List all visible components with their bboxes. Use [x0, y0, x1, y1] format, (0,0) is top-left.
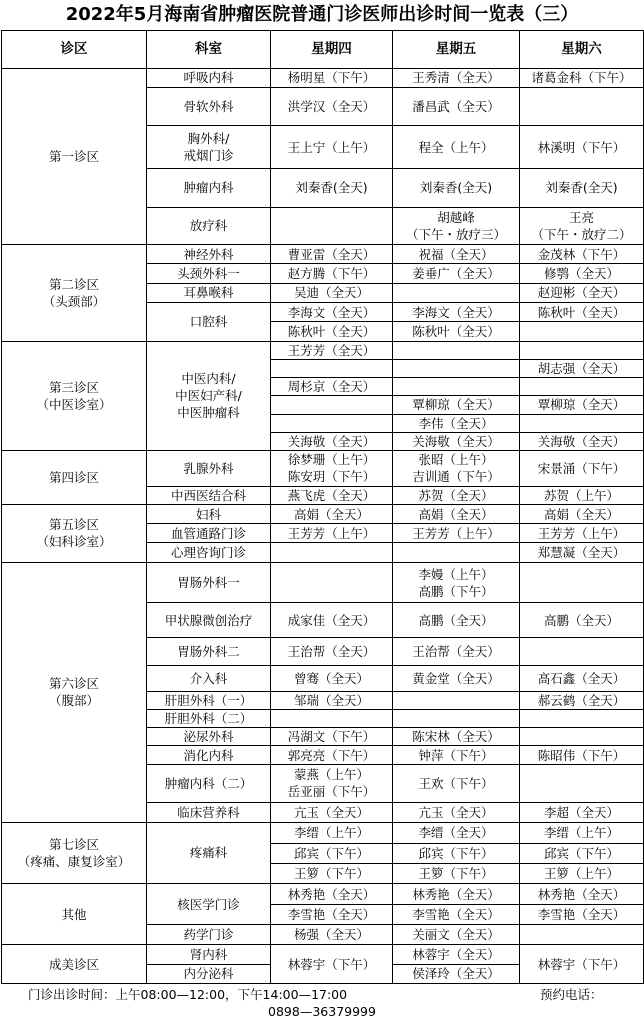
- table-row: [2, 562, 644, 603]
- dept-cell: 消化内科: [147, 746, 271, 764]
- dept-line: 中医肿瘤科: [177, 405, 240, 421]
- clinic-hours: 门诊出诊时间：上午08:00—12:00，下午14:00—17:00: [28, 987, 348, 1002]
- thu-cell: 林秀艳（全天）: [271, 884, 393, 904]
- doctor-line: 张昭（上午）: [418, 452, 494, 468]
- thu-cell: 李缙（上午）: [271, 822, 393, 843]
- fri-cell: [393, 207, 520, 245]
- fri-cell: 高鹏（全天）: [393, 603, 520, 638]
- thu-cell: 陈秋叶（全天）: [271, 322, 393, 341]
- sat-cell: [520, 207, 644, 245]
- sat-cell: [520, 764, 644, 803]
- thu-cell: [271, 414, 393, 432]
- thu-cell: 王芳芳（上午）: [271, 524, 393, 543]
- zone-cell: [2, 504, 147, 562]
- fri-cell: [393, 543, 520, 562]
- thu-cell: 燕飞虎（全天）: [271, 486, 393, 504]
- doctor-line: 蒙燕（上午）: [293, 767, 369, 783]
- thu-cell: 邱宾（下午）: [271, 843, 393, 863]
- zone-sublabel: （腹部）: [48, 693, 99, 709]
- header-fri: 星期五: [393, 31, 520, 69]
- zone-cell: [2, 945, 147, 984]
- zone-label: 第七诊区: [48, 836, 99, 852]
- fri-cell: 王欢（下午）: [393, 764, 520, 803]
- zone-label: 第五诊区: [48, 517, 99, 533]
- sat-cell: [520, 87, 644, 126]
- dept-cell: 核医学门诊: [147, 884, 271, 925]
- dept-cell: 放疗科: [147, 207, 271, 245]
- page-title: 2022年5月海南省肿瘤医院普通门诊医师出诊时间一览表（三）: [65, 4, 579, 25]
- dept-cell: 胃肠外科一: [147, 562, 271, 603]
- thu-cell: [271, 709, 393, 727]
- dept-cell: 介入科: [147, 666, 271, 691]
- thu-cell: 曹亚雷（全天）: [271, 245, 393, 264]
- sat-cell: 邱宾（下午）: [520, 843, 644, 863]
- dept-cell: [147, 341, 271, 451]
- header-thu: 星期四: [271, 31, 393, 69]
- fri-cell: 亢玉（全天）: [393, 803, 520, 822]
- thu-cell: 曾骞（全天）: [271, 666, 393, 691]
- fri-cell: 李海文（全天）: [393, 302, 520, 321]
- thu-cell: 高娟（全天）: [271, 504, 393, 523]
- thu-cell: [271, 451, 393, 487]
- sat-cell: 林秀艳（全天）: [520, 884, 644, 904]
- fri-cell: 侯泽玲（全天）: [393, 964, 520, 983]
- sat-cell: 高石鑫（全天）: [520, 666, 644, 691]
- dept-cell: 肝胆外科（二）: [147, 709, 271, 727]
- sat-cell: 李缙（上午）: [520, 822, 644, 843]
- thu-cell: [271, 207, 393, 245]
- thu-cell: 吴迪（全天）: [271, 283, 393, 302]
- zone-cell: [2, 884, 147, 945]
- fri-cell: [393, 378, 520, 396]
- thu-cell: 王箩（下午）: [271, 864, 393, 884]
- dept-cell: 疼痛科: [147, 822, 271, 884]
- header-dept: 科室: [147, 31, 271, 69]
- thu-cell: 周杉京（全天）: [271, 378, 393, 396]
- thu-cell: [271, 562, 393, 603]
- thu-cell: 关海敬（全天）: [271, 432, 393, 450]
- zone-label: 第一诊区: [48, 148, 99, 164]
- sat-cell: 高娟（全天）: [520, 504, 644, 523]
- sat-cell: 宋景涌（下午）: [520, 451, 644, 487]
- zone-sublabel: （疼痛、康复诊室）: [17, 853, 131, 869]
- fri-cell: 王芳芳（上午）: [393, 524, 520, 543]
- dept-line: 中医妇产科/: [175, 388, 242, 404]
- dept-line: 戒烟门诊: [183, 148, 234, 164]
- dept-cell: 肿瘤内科: [147, 169, 271, 208]
- fri-cell: 黄金堂（全天）: [393, 666, 520, 691]
- dept-cell: 妇科: [147, 504, 271, 523]
- fri-cell: [393, 451, 520, 487]
- fri-cell: [393, 691, 520, 709]
- sat-cell: [520, 637, 644, 665]
- doctor-line: 胡越峰: [437, 209, 475, 225]
- thu-cell: 亢玉（全天）: [271, 803, 393, 822]
- table-row: [2, 884, 644, 904]
- sat-cell: 覃柳琼（全天）: [520, 396, 644, 414]
- sat-cell: 关海敬（全天）: [520, 432, 644, 450]
- fri-cell: 李缙（全天）: [393, 822, 520, 843]
- sat-cell: 郑慧凝（全天）: [520, 543, 644, 562]
- sat-cell: 王芳芳（上午）: [520, 524, 644, 543]
- dept-line: 中医内科/: [181, 371, 236, 387]
- dept-cell: 口腔科: [147, 302, 271, 341]
- dept-cell: 泌尿外科: [147, 728, 271, 746]
- table-row: [2, 504, 644, 523]
- dept-cell: 血管通路门诊: [147, 524, 271, 543]
- fri-cell: 王箩（下午）: [393, 864, 520, 884]
- sat-cell: 郝云鹤（全天）: [520, 691, 644, 709]
- fri-cell: 王治帮（全天）: [393, 637, 520, 665]
- thu-cell: 邹瑞（全天）: [271, 691, 393, 709]
- zone-sublabel: （妇科诊室）: [36, 534, 112, 550]
- header-sat: 星期六: [520, 31, 644, 69]
- dept-cell: 甲状腺微创治疗: [147, 603, 271, 638]
- fri-cell: [393, 562, 520, 603]
- sat-cell: 李超（全天）: [520, 803, 644, 822]
- thu-cell: 赵方腾（下午）: [271, 264, 393, 283]
- dept-cell: 中西医结合科: [147, 486, 271, 504]
- fri-cell: 高娟（全天）: [393, 504, 520, 523]
- fri-cell: 陈秋叶（全天）: [393, 322, 520, 341]
- fri-cell: 苏贺（全天）: [393, 486, 520, 504]
- zone-cell: [2, 451, 147, 505]
- dept-cell: 神经外科: [147, 245, 271, 264]
- fri-cell: 关海敬（全天）: [393, 432, 520, 450]
- dept-cell: 乳腺外科: [147, 451, 271, 487]
- doctor-line: 李嫚（上午）: [418, 566, 494, 582]
- thu-cell: 冯湖文（下午）: [271, 728, 393, 746]
- fri-cell: 陈宋林（全天）: [393, 728, 520, 746]
- fri-cell: 林蓉宇（全天）: [393, 945, 520, 964]
- fri-cell: [393, 341, 520, 359]
- fri-cell: 姜垂广（全天）: [393, 264, 520, 283]
- sat-cell: [520, 322, 644, 341]
- thu-cell: 刘秦香(全天): [271, 169, 393, 208]
- fri-cell: 钟萍（下午）: [393, 746, 520, 764]
- sat-cell: [520, 341, 644, 359]
- table-row: [2, 341, 644, 359]
- dept-cell: 肿瘤内科（二）: [147, 764, 271, 803]
- thu-cell: 林蓉宇（下午）: [271, 945, 393, 984]
- sat-cell: 陈昭伟（下午）: [520, 746, 644, 764]
- thu-cell: 王治帮（全天）: [271, 637, 393, 665]
- doctor-line: 陈安玥（下午）: [287, 469, 376, 485]
- thu-cell: 杨强（全天）: [271, 925, 393, 945]
- zone-label: 第六诊区: [48, 676, 99, 692]
- zone-label: 其他: [61, 906, 87, 922]
- sat-cell: 胡志强（全天）: [520, 359, 644, 377]
- sat-cell: [520, 414, 644, 432]
- dept-cell: 头颈外科一: [147, 264, 271, 283]
- dept-cell: 耳鼻喉科: [147, 283, 271, 302]
- doctor-line: 岳亚丽（下午）: [287, 784, 376, 800]
- table-row: [2, 68, 644, 87]
- fri-cell: 林秀艳（全天）: [393, 884, 520, 904]
- table-row: [2, 451, 644, 487]
- schedule-table: [1, 30, 644, 984]
- dept-cell: 内分泌科: [147, 964, 271, 983]
- sat-cell: [520, 709, 644, 727]
- header-zone: 诊区: [2, 31, 147, 69]
- dept-cell: [147, 126, 271, 169]
- sat-cell: 刘秦香(全天): [520, 169, 644, 208]
- booking-label: 预约电话：: [540, 987, 603, 1002]
- zone-cell: [2, 822, 147, 884]
- thu-cell: [271, 396, 393, 414]
- thu-cell: 王上宁（上午）: [271, 126, 393, 169]
- doctor-line: 高鹏（下午）: [418, 583, 494, 599]
- dept-cell: 临床营养科: [147, 803, 271, 822]
- zone-label: 成美诊区: [48, 956, 99, 972]
- dept-cell: 药学门诊: [147, 925, 271, 945]
- thu-cell: 郭亮亮（下午）: [271, 746, 393, 764]
- table-row: [2, 945, 644, 964]
- zone-label: 第二诊区: [48, 276, 99, 292]
- zone-cell: [2, 245, 147, 341]
- thu-cell: 成家佳（全天）: [271, 603, 393, 638]
- sat-cell: [520, 378, 644, 396]
- fri-cell: 覃柳琼（全天）: [393, 396, 520, 414]
- doctor-line: （下午・放疗三）: [405, 226, 506, 242]
- booking-phone: 0898—36379999: [268, 1004, 376, 1019]
- sat-cell: [520, 562, 644, 603]
- thu-cell: 洪学汉（全天）: [271, 87, 393, 126]
- zone-cell: [2, 562, 147, 822]
- fri-cell: 关丽文（全天）: [393, 925, 520, 945]
- zone-label: 第四诊区: [48, 470, 99, 486]
- doctor-line: 王亮: [568, 209, 594, 225]
- sat-cell: 修鹗（全天）: [520, 264, 644, 283]
- dept-line: 胸外科/: [187, 131, 230, 147]
- fri-cell: [393, 359, 520, 377]
- thu-cell: 王芳芳（全天）: [271, 341, 393, 359]
- table-row: [2, 822, 644, 843]
- thu-cell: 李海文（全天）: [271, 302, 393, 321]
- doctor-line: 徐梦珊（上午）: [287, 452, 376, 468]
- fri-cell: [393, 283, 520, 302]
- fri-cell: 王秀清（全天）: [393, 68, 520, 87]
- header-row: [2, 31, 644, 69]
- dept-cell: 呼吸内科: [147, 68, 271, 87]
- zone-cell: [2, 68, 147, 245]
- fri-cell: 李雪艳（全天）: [393, 904, 520, 924]
- dept-cell: 胃肠外科二: [147, 637, 271, 665]
- thu-cell: [271, 543, 393, 562]
- doctor-line: 吉训通（下午）: [412, 469, 500, 485]
- table-row: [2, 245, 644, 264]
- fri-cell: 程全（上午）: [393, 126, 520, 169]
- dept-cell: 肝胆外科（一）: [147, 691, 271, 709]
- thu-cell: 杨明星（下午）: [271, 68, 393, 87]
- sat-cell: 诸葛金科（下午）: [520, 68, 644, 87]
- sat-cell: 李雪艳（全天）: [520, 904, 644, 924]
- fri-cell: 刘秦香(全天): [393, 169, 520, 208]
- fri-cell: 潘昌武（全天）: [393, 87, 520, 126]
- dept-cell: 心理咨询门诊: [147, 543, 271, 562]
- zone-cell: [2, 341, 147, 451]
- sat-cell: 金茂林（下午）: [520, 245, 644, 264]
- thu-cell: [271, 359, 393, 377]
- fri-cell: 李伟（全天）: [393, 414, 520, 432]
- sat-cell: 林蓉宇（下午）: [520, 945, 644, 984]
- sat-cell: [520, 925, 644, 945]
- zone-label: 第三诊区: [48, 379, 99, 395]
- thu-cell: [271, 764, 393, 803]
- fri-cell: 祝福（全天）: [393, 245, 520, 264]
- zone-sublabel: （头颈部）: [42, 293, 106, 309]
- doctor-line: （下午・放疗二）: [531, 226, 632, 242]
- fri-cell: 邱宾（下午）: [393, 843, 520, 863]
- sat-cell: [520, 728, 644, 746]
- zone-sublabel: （中医诊室）: [36, 396, 112, 412]
- fri-cell: [393, 709, 520, 727]
- dept-cell: 肾内科: [147, 945, 271, 964]
- sat-cell: 赵迎彬（全天）: [520, 283, 644, 302]
- dept-cell: 骨软外科: [147, 87, 271, 126]
- sat-cell: 高鹏（全天）: [520, 603, 644, 638]
- sat-cell: 林溪明（下午）: [520, 126, 644, 169]
- sat-cell: 王箩（上午）: [520, 864, 644, 884]
- sat-cell: 苏贺（上午）: [520, 486, 644, 504]
- thu-cell: 李雪艳（全天）: [271, 904, 393, 924]
- sat-cell: 陈秋叶（全天）: [520, 302, 644, 321]
